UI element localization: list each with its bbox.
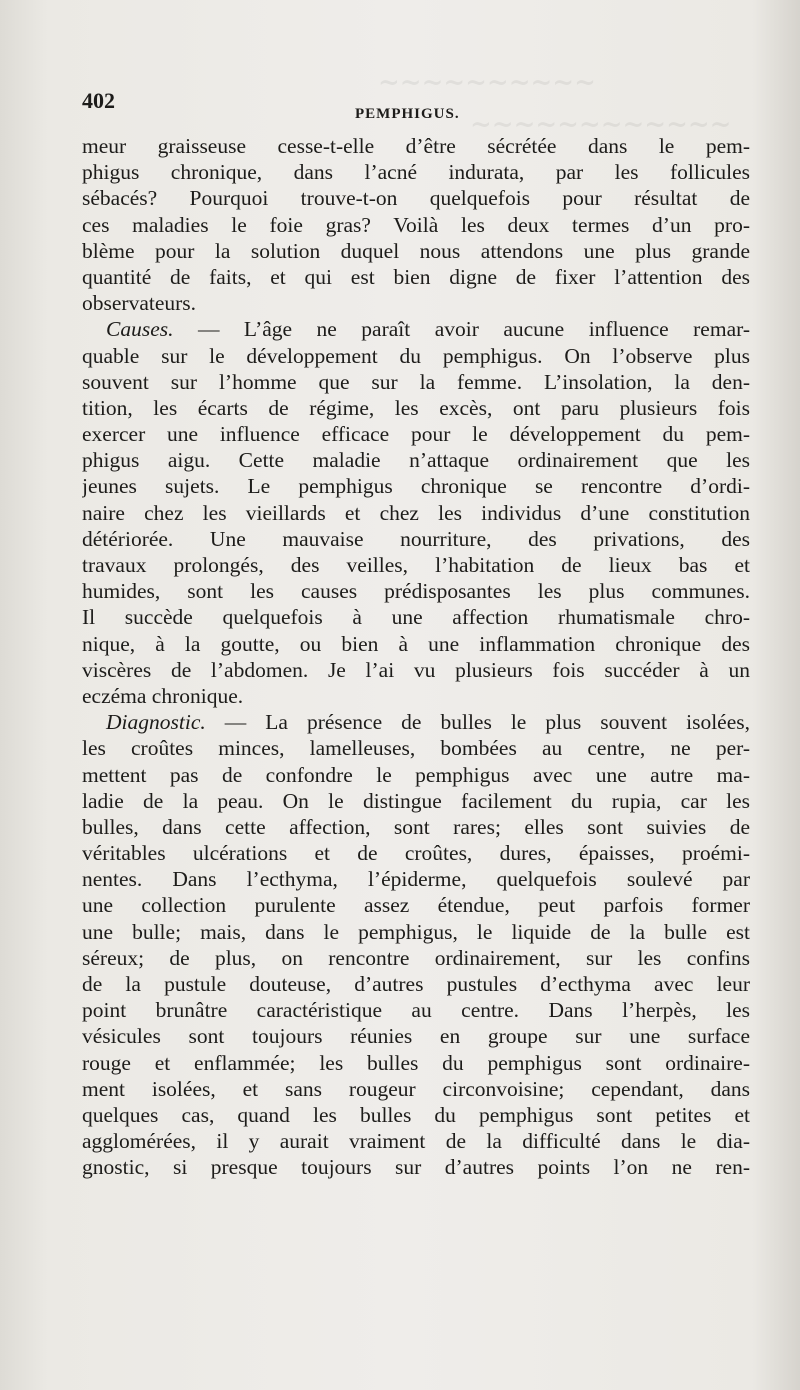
- text-line: gnostic, si presque toujours sur d’autres points l’on ne ren-: [82, 1155, 750, 1180]
- text-line: véritables ulcérations et de croûtes, dures, épaisses, proémi-: [82, 841, 750, 866]
- text-line: une bulle; mais, dans le pemphigus, le liquide de la bulle est: [82, 919, 750, 944]
- text-line: quantité de faits, et qui est bien digne de fixer l’attention des: [82, 264, 750, 289]
- text-line: séreux; de plus, on rencontre ordinairement, sur les confins: [82, 945, 750, 970]
- diagnostic-heading: Diagnostic.: [106, 710, 206, 735]
- text-line: détériorée. Une mauvaise nourriture, des privations, des: [82, 526, 750, 551]
- page-number: 402: [82, 88, 115, 113]
- text-line: souvent sur l’homme que sur la femme. L’insolation, la den-: [82, 369, 750, 394]
- text-line: ladie de la peau. On le distingue facilement du rupia, car les: [82, 788, 750, 813]
- running-title: PEMPHIGUS.: [355, 106, 460, 122]
- text-line: viscères de l’abdomen. Je l’ai vu plusieurs fois succéder à un: [82, 657, 750, 682]
- text-line: ces maladies le foie gras? Voilà les deux termes d’un pro-: [82, 212, 750, 237]
- text-line: de la pustule douteuse, d’autres pustules d’ecthyma avec leur: [82, 972, 750, 996]
- text-line: sébacés? Pourquoi trouve-t-on quelquefois pour résultat de: [82, 186, 750, 211]
- text-line: humides, sont les causes prédisposantes les plus communes.: [82, 579, 750, 604]
- text-line: une collection purulente assez étendue, peut parfois former: [82, 893, 750, 918]
- text-line: nique, à la goutte, ou bien à une inflammation chronique des: [82, 631, 750, 656]
- text-line: les croûtes minces, lamelleuses, bombées au centre, ne per-: [82, 736, 750, 761]
- causes-heading: Causes.: [106, 317, 174, 342]
- text-line: bulles, dans cette affection, sont rares; elles sont suivies de: [82, 814, 750, 839]
- diagnostic-paragraph-start: [82, 709, 750, 735]
- text-line: tition, les écarts de régime, les excès, ont paru plusieurs fois: [82, 395, 750, 420]
- text-line: Il succède quelquefois à une affection rhumatismale chro-: [82, 605, 750, 630]
- text-line: vésicules sont toujours réunies en groupe sur une surface: [82, 1024, 750, 1049]
- text-line: quable sur le développement du pemphigus. On l’observe plus: [82, 343, 750, 368]
- text-fragment: — L’âge ne paraît avoir aucune influence remar-: [197, 317, 750, 342]
- text-line: eczéma chronique.: [82, 683, 244, 708]
- body-text: [82, 133, 750, 1181]
- text-line: rouge et enflammée; les bulles du pemphigus sont ordinaire-: [82, 1050, 750, 1075]
- text-line: observateurs.: [82, 291, 197, 316]
- text-fragment: — La présence de bulles le plus souvent isolées,: [224, 710, 750, 735]
- text-line: jeunes sujets. Le pemphigus chronique se rencontre d’ordi-: [82, 474, 750, 499]
- text-line: nentes. Dans l’ecthyma, l’épiderme, quelquefois soulevé par: [82, 867, 750, 892]
- text-line: blème pour la solution duquel nous attendons une plus grande: [82, 238, 750, 263]
- text-line: phigus chronique, dans l’acné indurata, par les follicules: [82, 160, 750, 185]
- show-through-texture: ~~~~~~~~~~ ~~~~~~~~~~~~: [378, 68, 732, 140]
- text-line: meur graisseuse cesse-t-elle d’être sécrétée dans le pem-: [82, 134, 750, 158]
- text-line: mettent pas de confondre le pemphigus avec une autre ma-: [82, 762, 750, 787]
- text-line: ment isolées, et sans rougeur circonvoisine; cependant, dans: [82, 1076, 750, 1101]
- text-line: agglomérées, il y aurait vraiment de la difficulté dans le dia-: [82, 1129, 750, 1154]
- text-line: naire chez les vieillards et chez les individus d’une constitution: [82, 500, 750, 525]
- text-line: phigus aigu. Cette maladie n’attaque ordinairement que les: [82, 448, 750, 473]
- text-line: exercer une influence efficace pour le développement du pem-: [82, 422, 750, 447]
- causes-paragraph-start: [82, 316, 750, 342]
- text-line: travaux prolongés, des veilles, l’habitation de lieux bas et: [82, 553, 750, 577]
- text-line: point brunâtre caractéristique au centre. Dans l’herpès, les: [82, 998, 750, 1023]
- text-line: quelques cas, quand les bulles du pemphigus sont petites et: [82, 1102, 750, 1127]
